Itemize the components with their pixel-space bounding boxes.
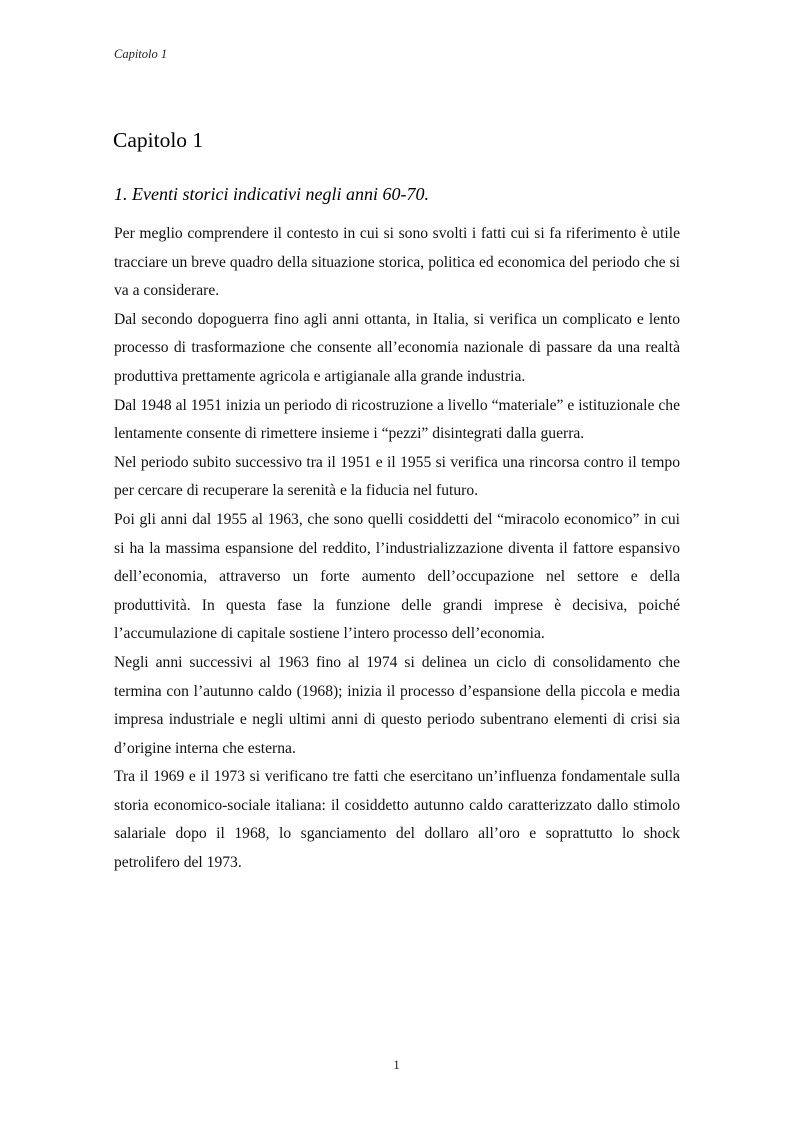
- chapter-title: Capitolo 1: [113, 128, 204, 152]
- paragraph-1969-1973: Tra il 1969 e il 1973 si verificano tre fatti che esercitano un’influenza fondamentale sulla storia economico-sociale italiana: il cosiddetto autunno caldo caratterizzato dallo stimolo salariale dopo il 1968, lo sganciamento del dollaro all’oro e soprattutto lo shock petrolifero del 1973.: [114, 768, 680, 872]
- paragraph-context: Per meglio comprendere il contesto in cui si sono svolti i fatti cui si fa riferimento è utile tracciare un breve quadro della situazione storica, politica ed economica del periodo che si va a considerare.: [114, 225, 680, 300]
- paragraph-reconstruction: Dal 1948 al 1951 inizia un periodo di ricostruzione a livello “materiale” e istituzionale che lentamente consente di rimettere insieme i “pezzi” disintegrati dalla guerra.: [114, 396, 680, 443]
- running-header: Capitolo 1: [114, 47, 168, 61]
- page-number: 1: [393, 1057, 400, 1072]
- section-title: 1. Eventi storici indicativi negli anni 60-70.: [114, 184, 429, 204]
- paragraph-postwar: Dal secondo dopoguerra fino agli anni ottanta, in Italia, si verifica un complicato e lento processo di trasformazione che consente all’economia nazionale di passare da una realtà produttiva prettamente agricola e artigianale alla grande industria.: [114, 310, 680, 385]
- paragraph-consolidation: Negli anni successivi al 1963 fino al 1974 si delinea un ciclo di consolidamento che termina con l’autunno caldo (1968); inizia il processo d’espansione della piccola e media impresa industriale e negli ultimi anni di questo periodo subentrano elementi di crisi sia d’origine interna che esterna.: [114, 653, 680, 757]
- body-text: [114, 220, 680, 878]
- paragraph-economic-miracle: Poi gli anni dal 1955 al 1963, che sono quelli cosiddetti del “miracolo economico” in cui si ha la massima espansione del reddito, l’industrializzazione diventa il fattore espansivo dell’economia, attraverso un forte aumento dell’occupazione nel settore e della produttività. In questa fase la funzione delle grandi imprese è decisiva, poiché l’accumulazione di capitale sostiene l’intero processo dell’economia.: [114, 510, 680, 643]
- paragraph-1951-1955: Nel periodo subito successivo tra il 1951 e il 1955 si verifica una rincorsa contro il tempo per cercare di recuperare la serenità e la fiducia nel futuro.: [114, 453, 680, 500]
